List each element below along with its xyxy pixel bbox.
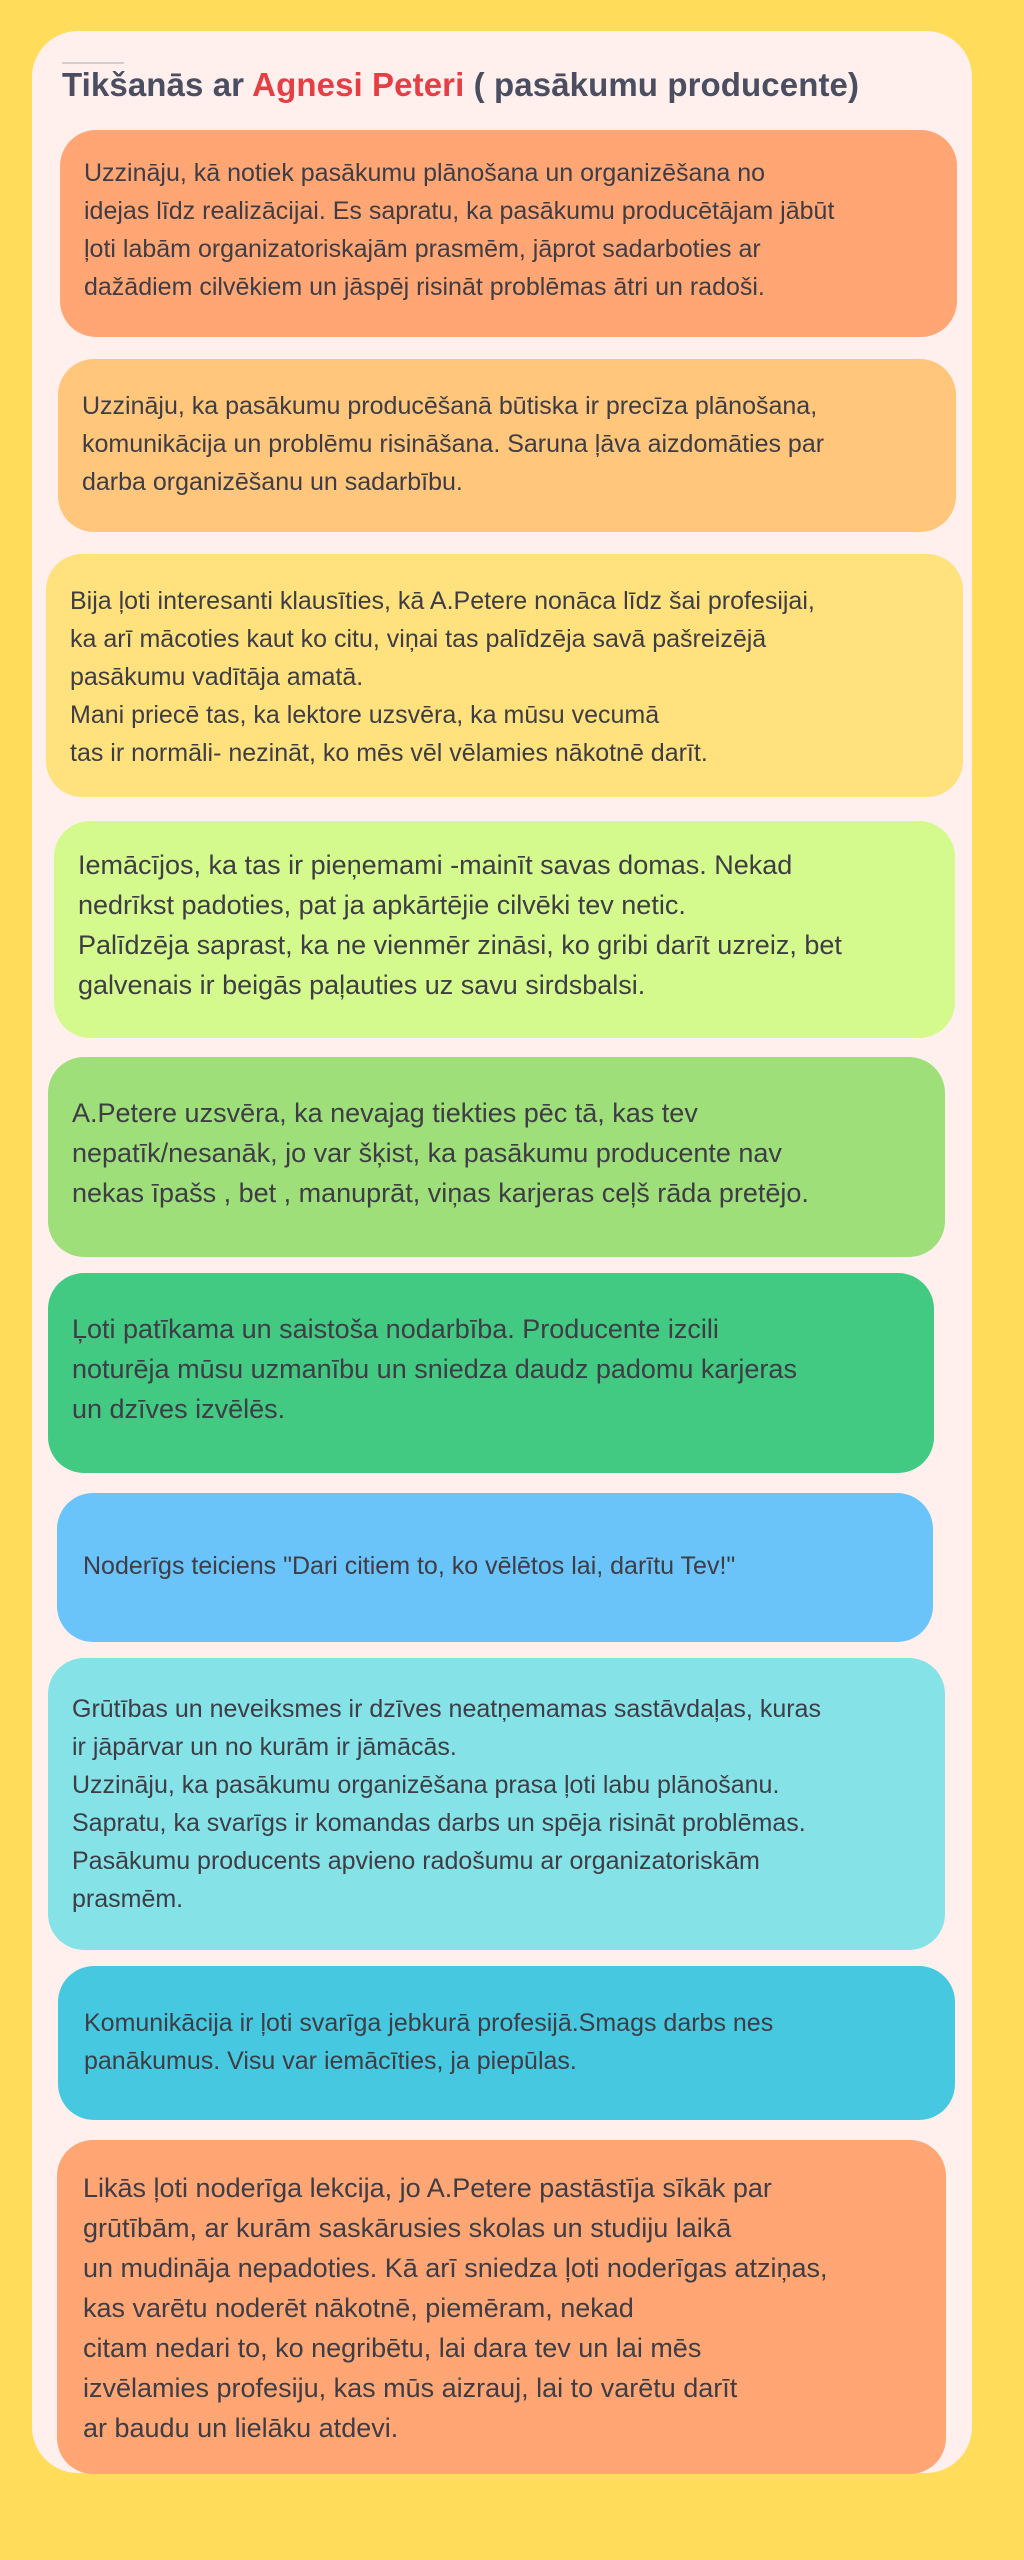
feedback-note-6: Ļoti patīkama un saistoša nodarbība. Producente izcili noturēja mūsu uzmanību un sniedza daudz padomu karjeras un dzīves izvēlēs. (48, 1273, 934, 1473)
feedback-note-8: Grūtības un neveiksmes ir dzīves neatņemamas sastāvdaļas, kuras ir jāpārvar un no kurām ir jāmācās. Uzzināju, ka pasākumu organizēšana prasa ļoti labu plānošanu. Sapratu, ka svarīgs ir komandas darbs un spēja risināt problēmas. Pasākumu producents apvieno radošumu ar organizatoriskām prasmēm. (48, 1658, 945, 1950)
feedback-note-9: Komunikācija ir ļoti svarīga jebkurā profesijā.Smags darbs nes panākumus. Visu var iemācīties, ja piepūlas. (58, 1966, 955, 2120)
feedback-note-4: Iemācījos, ka tas ir pieņemami -mainīt savas domas. Nekad nedrīkst padoties, pat ja apkārtējie cilvēki tev netic. Palīdzēja saprast, ka ne vienmēr zināsi, ko gribi darīt uzreiz, bet galvenais ir beigās paļauties uz savu sirdsbalsi. (54, 821, 955, 1038)
board-title (62, 66, 859, 104)
feedback-note-10: Likās ļoti noderīga lekcija, jo A.Petere pastāstīja sīkāk par grūtībām, ar kurām saskārusies skolas un studiju laikā un mudināja nepadoties. Kā arī sniedza ļoti noderīgas atziņas, kas varētu noderēt nākotnē, piemēram, nekad citam nedari to, ko negribētu, lai dara tev un lai mēs izvēlamies profesiju, kas mūs aizrauj, lai to varētu darīt ar baudu un lielāku atdevi. (57, 2140, 946, 2474)
feedback-note-3: Bija ļoti interesanti klausīties, kā A.Petere nonāca līdz šai profesijai, ka arī mācoties kaut ko citu, viņai tas palīdzēja savā pašreizējā pasākumu vadītāja amatā. Mani priecē tas, ka lektore uzsvēra, ka mūsu vecumā tas ir normāli- nezināt, ko mēs vēl vēlamies nākotnē darīt. (46, 554, 963, 797)
title-name: Agnesi Peteri (252, 66, 465, 103)
feedback-note-1: Uzzināju, kā notiek pasākumu plānošana un organizēšana no idejas līdz realizācijai. Es sapratu, ka pasākumu producētājam jābūt ļoti labām organizatoriskajām prasmēm, jāprot sadarboties ar dažādiem cilvēkiem un jāspēj risināt problēmas ātri un radoši. (60, 130, 957, 337)
feedback-note-5: A.Petere uzsvēra, ka nevajag tiekties pēc tā, kas tev nepatīk/nesanāk, jo var šķist, ka pasākumu producente nav nekas īpašs , bet , manuprāt, viņas karjeras ceļš rāda pretējo. (48, 1057, 945, 1257)
title-prefix: Tikšanās ar (62, 66, 253, 103)
title-divider (62, 62, 124, 64)
feedback-note-2: Uzzināju, ka pasākumu producēšanā būtiska ir precīza plānošana, komunikācija un problēmu risināšana. Saruna ļāva aizdomāties par darba organizēšanu un sadarbību. (58, 359, 956, 532)
title-suffix: ( pasākumu producente) (464, 66, 860, 103)
feedback-note-7: Noderīgs teiciens "Dari citiem to, ko vēlētos lai, darītu Tev!" (57, 1493, 933, 1642)
